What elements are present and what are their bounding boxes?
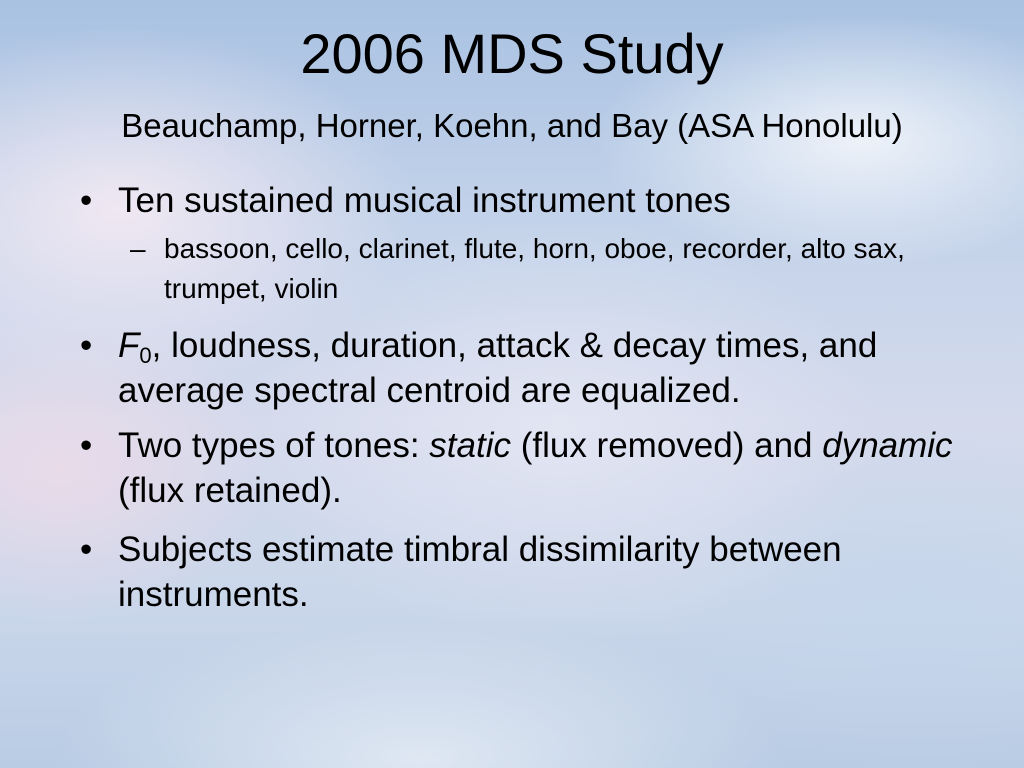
bullet-text: Ten sustained musical instrument tones (118, 181, 731, 220)
bullet-item-4 (74, 527, 1004, 617)
variable-f-subscript: 0 (139, 343, 152, 368)
bullet-item-3 (74, 423, 1004, 513)
bullet-text: , loudness, duration, attack & decay times, and average spectral centroid are equalized. (118, 326, 878, 410)
bullet-marker: • (80, 530, 93, 569)
italic-static: static (429, 426, 511, 465)
italic-dynamic: dynamic (822, 426, 953, 465)
bullet-marker: • (80, 426, 93, 465)
slide-title: 2006 MDS Study (300, 22, 724, 85)
slide-subtitle: Beauchamp, Horner, Koehn, and Bay (ASA Honolulu) (121, 107, 903, 144)
sub-bullet-text: bassoon, cello, clarinet, flute, horn, oboe, recorder, alto sax, trumpet, violin (164, 233, 905, 304)
bullet-marker: • (80, 326, 93, 365)
dash-marker: – (130, 233, 146, 264)
bullet-list (74, 178, 1004, 627)
bullet-item-2 (74, 323, 1004, 413)
bullet-marker: • (80, 181, 93, 220)
bullet-item-1 (74, 178, 1004, 309)
variable-f: F (118, 326, 140, 365)
bullet-text-part: Two types of tones: (118, 426, 430, 465)
sub-bullet-item (130, 229, 1004, 309)
sub-bullet-list (118, 229, 1004, 309)
bullet-text: Subjects estimate timbral dissimilarity between instruments. (118, 530, 842, 614)
bullet-text-part: (flux retained). (118, 471, 342, 510)
bullet-text-part: (flux removed) and (510, 426, 823, 465)
